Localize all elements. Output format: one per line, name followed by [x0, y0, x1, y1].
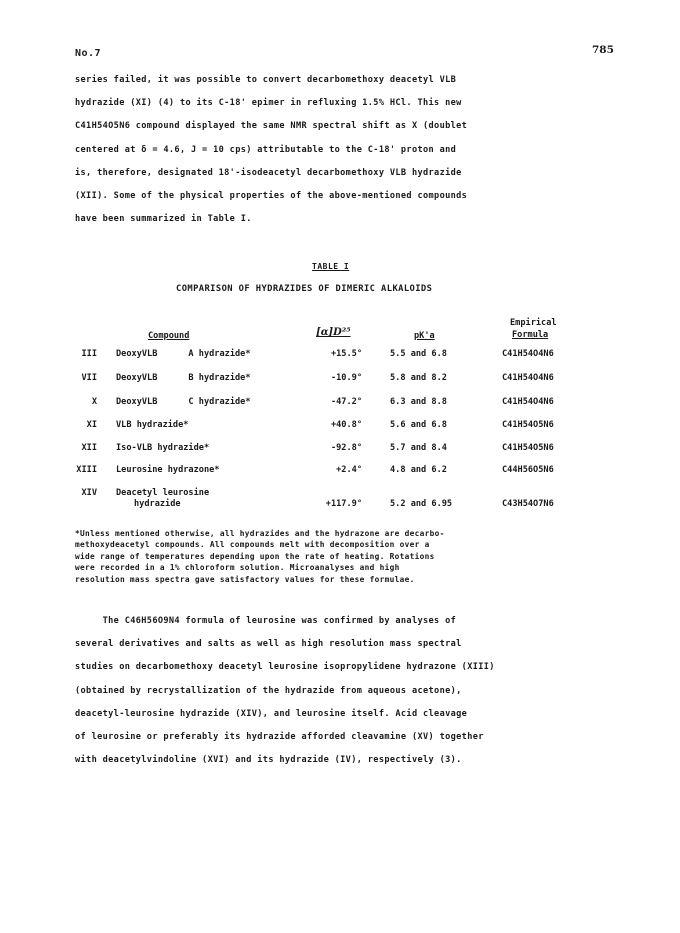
paragraph-line: with deacetylvindoline (XVI) and its hydrazide (IV), respectively (3).: [75, 755, 462, 766]
footnote-line: *Unless mentioned otherwise, all hydrazides and the hydrazone are decarbo-: [75, 529, 445, 538]
row-compound: DeoxyVLB C hydrazide*: [116, 397, 251, 407]
row-id: XII: [81, 443, 97, 453]
row-formula: C44H56O5N6: [502, 465, 554, 475]
journal-number: No.7: [75, 48, 102, 59]
row-pka: 5.2 and 6.95: [390, 499, 453, 509]
header-formula-line1: Empirical: [510, 318, 557, 328]
table-row-continuation: [0, 499, 680, 517]
table-label: TABLE I: [312, 262, 350, 271]
paragraph-line: The C46H56O9N4 formula of leurosine was confirmed by analyses of: [75, 616, 457, 626]
paragraph-line: is, therefore, designated 18'-isodeacetyl decarbomethoxy VLB hydrazide: [75, 167, 462, 178]
paragraph-2: [75, 610, 580, 772]
table-row: [0, 349, 680, 367]
row-compound: DeoxyVLB B hydrazide*: [116, 373, 251, 383]
row-rotation: -10.9°: [330, 373, 362, 383]
row-pka: 5.6 and 6.8: [390, 420, 447, 430]
footnote-line: resolution mass spectra gave satisfactory values for these formulae.: [75, 574, 415, 584]
paragraph-line: C41H54O5N6 compound displayed the same NMR spectral shift as X (doublet: [75, 121, 468, 132]
page-number: 785: [592, 44, 614, 56]
row-id: VII: [81, 373, 97, 383]
row-pka: 4.8 and 6.2: [390, 465, 447, 475]
row-pka: 5.5 and 6.8: [390, 349, 447, 359]
row-pka: 6.3 and 8.8: [390, 397, 447, 407]
row-compound: Leurosine hydrazone*: [116, 465, 220, 475]
row-compound: Deacetyl leurosine: [116, 488, 210, 498]
row-formula: C41H54O4N6: [502, 373, 554, 383]
row-id: XIII: [76, 465, 97, 475]
row-compound: DeoxyVLB A hydrazide*: [116, 349, 251, 359]
row-pka: 5.7 and 8.4: [390, 443, 447, 453]
row-compound: VLB hydrazide*: [116, 420, 189, 430]
row-compound: Iso-VLB hydrazide*: [116, 443, 210, 453]
row-id: X: [91, 397, 97, 407]
row-formula: C41H54O4N6: [502, 349, 554, 359]
row-rotation: +117.9°: [325, 499, 362, 509]
row-id: III: [81, 349, 97, 359]
paragraph-line: (obtained by recrystallization of the hydrazide from aqueous acetone),: [75, 685, 462, 696]
table-row: [0, 373, 680, 391]
table-row: [0, 397, 680, 415]
row-rotation: -47.2°: [330, 397, 362, 407]
paragraph-line: centered at δ = 4.6, J = 10 cps) attributable to the C-18' proton and: [75, 144, 457, 155]
row-formula: C43H54O7N6: [502, 499, 554, 509]
paragraph-line: have been summarized in Table I.: [75, 214, 252, 225]
footnote-line: methoxydeacetyl compounds. All compounds melt with decomposition over a: [75, 540, 430, 550]
header-pka: pK'a: [414, 331, 435, 341]
row-id: XI: [86, 420, 97, 430]
row-rotation: +40.8°: [330, 420, 362, 430]
header-formula-line2: Formula: [512, 330, 549, 340]
row-formula: C41H54O5N6: [502, 443, 554, 453]
paragraph-line: (XII). Some of the physical properties of the above-mentioned compounds: [75, 190, 468, 201]
row-compound-line2: hydrazide: [134, 499, 181, 509]
table-row: [0, 465, 680, 483]
row-id: XIV: [81, 488, 97, 498]
row-rotation: -92.8°: [330, 443, 362, 453]
header-compound: Compound: [148, 331, 190, 341]
paragraph-line: deacetyl-leurosine hydrazide (XIV), and leurosine itself. Acid cleavage: [75, 708, 468, 719]
paragraph-line: studies on decarbomethoxy deacetyl leurosine isopropylidene hydrazone (XIII): [75, 662, 495, 673]
paragraph-1: [75, 69, 580, 231]
header-rotation: [α]D²⁵: [316, 327, 351, 338]
row-rotation: +2.4°: [336, 465, 362, 475]
row-formula: C41H54O4N6: [502, 397, 554, 407]
paragraph-line: hydrazide (XI) (4) to its C-18' epimer in refluxing 1.5% HCl. This new: [75, 98, 462, 109]
paragraph-line: of leurosine or preferably its hydrazide afforded cleavamine (XV) together: [75, 731, 484, 742]
row-pka: 5.8 and 8.2: [390, 373, 447, 383]
paragraph-line: several derivatives and salts as well as high resolution mass spectral: [75, 639, 462, 650]
table-footnote: [75, 528, 595, 585]
row-formula: C41H54O5N6: [502, 420, 554, 430]
table-title: COMPARISON OF HYDRAZIDES OF DIMERIC ALKALOIDS: [176, 284, 433, 294]
row-rotation: +15.5°: [330, 349, 362, 359]
footnote-line: were recorded in a 1% chloroform solution. Microanalyses and high: [75, 563, 400, 573]
table-row: [0, 443, 680, 461]
table-row: [0, 420, 680, 438]
paragraph-line: series failed, it was possible to convert decarbomethoxy deacetyl VLB: [75, 75, 457, 85]
footnote-line: wide range of temperatures depending upon the rate of heating. Rotations: [75, 551, 435, 561]
